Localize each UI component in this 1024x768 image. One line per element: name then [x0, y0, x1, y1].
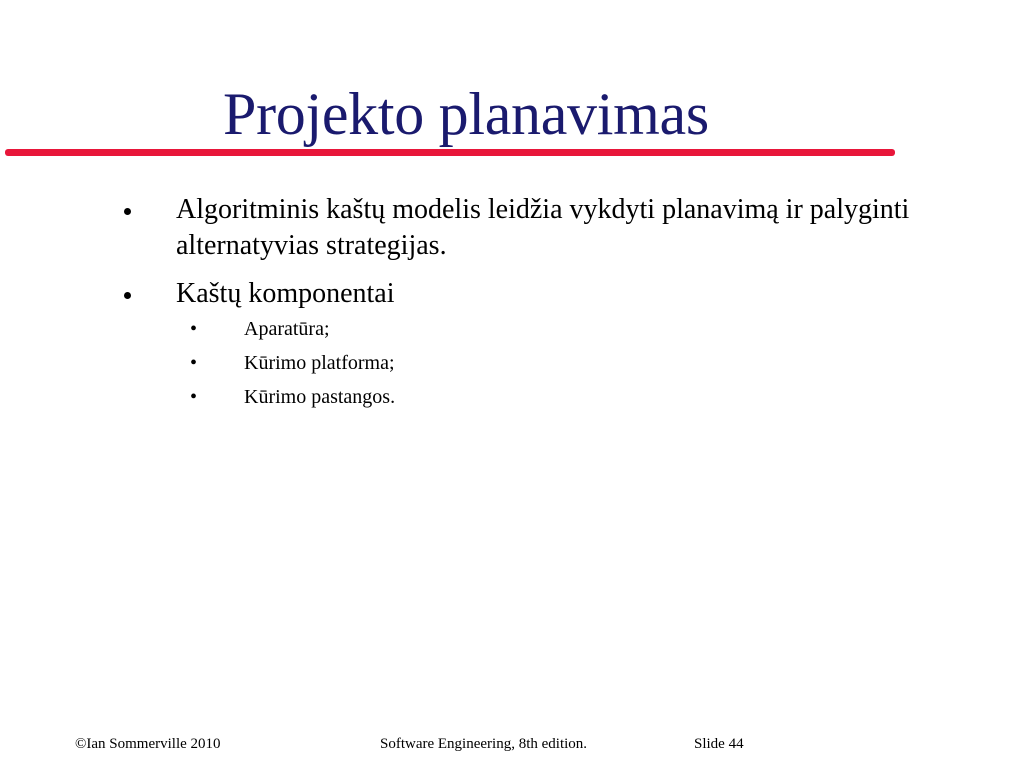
bullet-list [120, 192, 980, 324]
footer-slide-number: Slide 44 [694, 736, 744, 752]
bullet-dot-icon [124, 292, 131, 299]
sub-bullet-text: Aparatūra; [244, 318, 330, 340]
bullet-text: Kaštų komponentai [176, 278, 395, 309]
bullet-text: Algoritminis kaštų modelis leidžia vykdyti planavimą ir palyginti alternatyvias strategijas. [176, 194, 910, 261]
sub-bullet-item [190, 351, 395, 375]
sub-bullet-text: Kūrimo pastangos. [244, 386, 396, 408]
bullet-item [120, 276, 980, 312]
sub-bullet-item [190, 385, 395, 409]
bullet-dot-icon [124, 208, 131, 215]
sub-bullet-text: Kūrimo platforma; [244, 352, 395, 374]
sub-bullet-item [190, 317, 395, 341]
sub-bullet-icon: • [190, 352, 198, 374]
sub-bullet-icon: • [190, 318, 198, 340]
footer-copyright: ©Ian Sommerville 2010 [75, 736, 221, 752]
sub-bullet-icon: • [190, 386, 198, 408]
bullet-item [120, 192, 980, 264]
footer-book-title: Software Engineering, 8th edition. [380, 736, 588, 752]
slide-title: Projekto planavimas [223, 81, 709, 147]
sub-bullet-list [190, 317, 395, 419]
title-underline [5, 149, 895, 156]
